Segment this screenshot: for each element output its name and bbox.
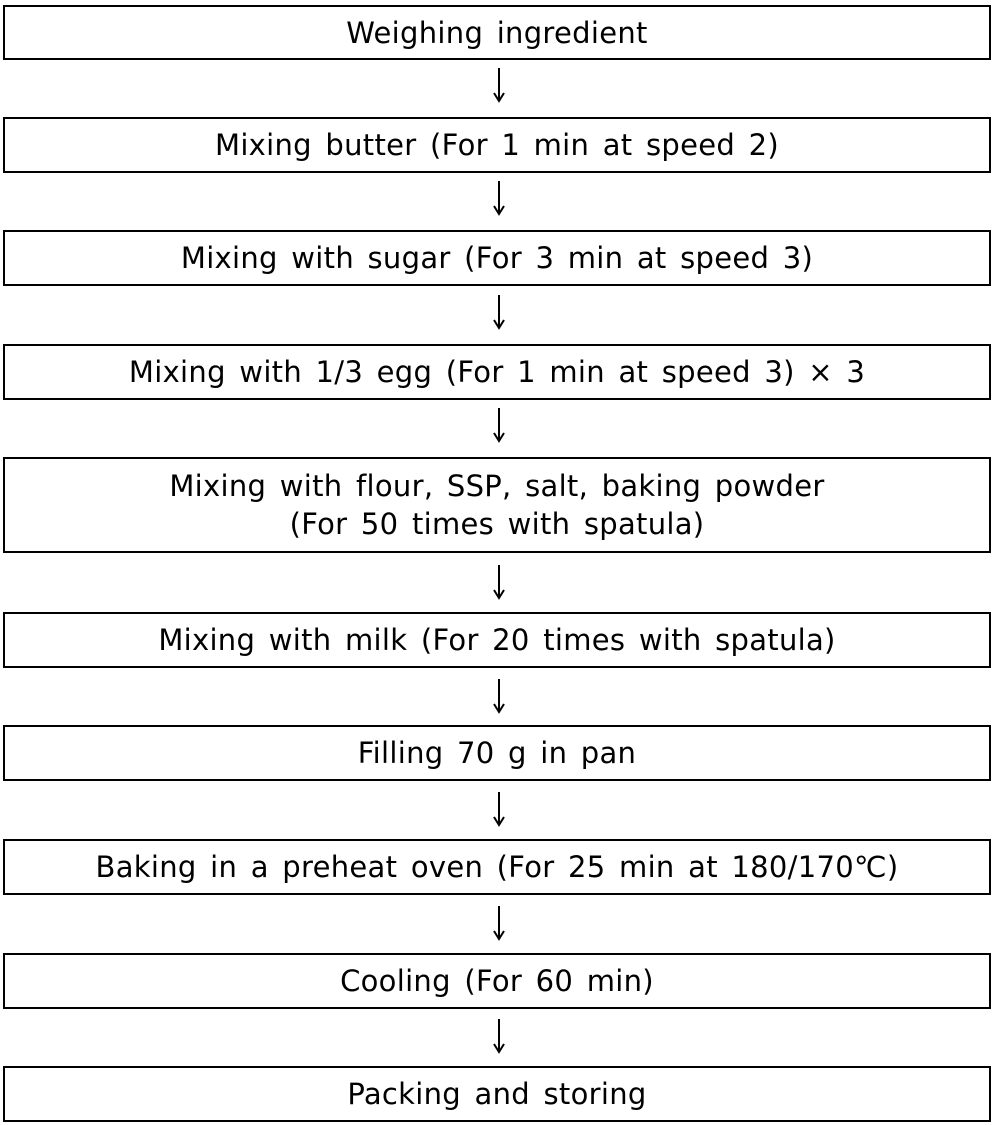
step-filling-pan [3,725,991,781]
down-arrow-icon [489,791,509,827]
step-baking [3,839,991,895]
down-arrow-icon [489,180,509,216]
step-mixing-butter [3,117,991,173]
step-mixing-sugar [3,230,991,286]
step-mixing-egg [3,344,991,400]
step-label-line-1: Mixing with flour, SSP, salt, baking powder [169,469,825,503]
step-packing-storing [3,1066,991,1122]
step-label: Mixing with 1/3 egg (For 1 min at speed 3) × 3 [128,355,866,389]
step-label: Mixing with milk (For 20 times with spatula) [158,623,836,657]
down-arrow-icon [489,294,509,330]
step-label-line-2: (For 50 times with spatula) [289,507,705,541]
down-arrow-icon [489,407,509,443]
step-weighing-ingredient [3,5,991,60]
step-label: Filling 70 g in pan [357,736,637,770]
step-label: Mixing butter (For 1 min at speed 2) [215,128,779,162]
step-mixing-milk [3,612,991,668]
step-label: Weighing ingredient [346,15,648,50]
step-cooling [3,953,991,1009]
down-arrow-icon [489,564,509,600]
down-arrow-icon [489,905,509,941]
step-label: Baking in a preheat oven (For 25 min at 180/170℃) [95,850,899,884]
step-label: Packing and storing [347,1077,647,1111]
step-label: Mixing with sugar (For 3 min at speed 3) [180,241,814,275]
down-arrow-icon [489,1018,509,1054]
step-label: Cooling (For 60 min) [340,964,654,998]
down-arrow-icon [489,67,509,103]
down-arrow-icon [489,678,509,714]
step-mixing-flour [3,457,991,553]
